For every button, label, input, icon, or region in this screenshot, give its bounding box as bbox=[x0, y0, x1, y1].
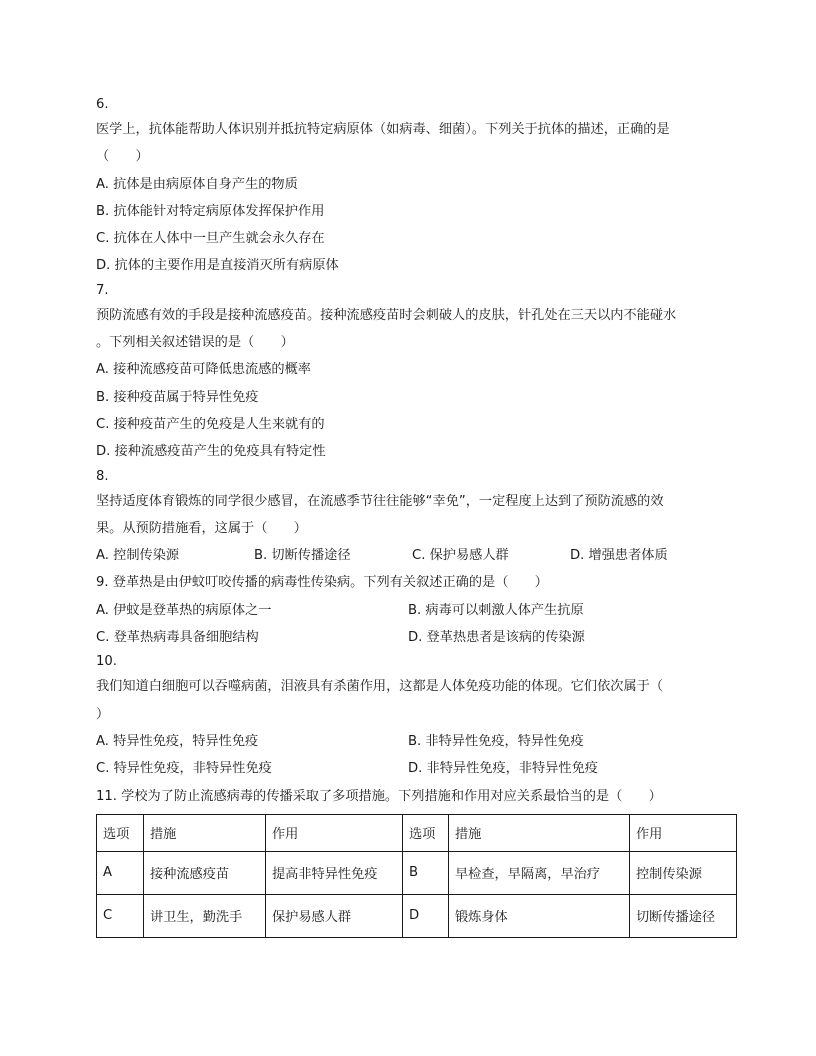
table-cell: D bbox=[403, 894, 449, 937]
question-stem: （ ） bbox=[96, 149, 149, 165]
option-b: B. 病毒可以刺激人体产生抗原 bbox=[408, 602, 584, 618]
option-a: A. 抗体是由病原体自身产生的物质 bbox=[96, 176, 298, 192]
table-cell: 保护易感人群 bbox=[266, 894, 403, 937]
question-number: 10. bbox=[96, 654, 117, 670]
options-row bbox=[96, 624, 738, 651]
table-header-row bbox=[97, 814, 737, 851]
option-b: B. 切断传播途径 bbox=[254, 548, 351, 564]
table-header-cell: 措施 bbox=[144, 814, 266, 851]
table-cell: 讲卫生，勤洗手 bbox=[144, 894, 266, 937]
table-row bbox=[97, 851, 737, 894]
table-cell: B bbox=[403, 851, 449, 894]
option-d: D. 非特异性免疫，非特异性免疫 bbox=[408, 761, 598, 777]
option-b: B. 非特异性免疫，特异性免疫 bbox=[408, 733, 584, 749]
table-header-cell: 作用 bbox=[266, 814, 403, 851]
question-stem: 9. 登革热是由伊蚊叮咬传播的病毒性传染病。下列有关叙述正确的是（ ） bbox=[96, 575, 548, 591]
question-6 bbox=[96, 94, 738, 280]
options-table bbox=[96, 814, 737, 938]
option-b: B. 接种疫苗属于特异性免疫 bbox=[96, 389, 259, 405]
option-c: C. 接种疫苗产生的免疫是人生来就有的 bbox=[96, 416, 325, 432]
table-cell: 控制传染源 bbox=[630, 851, 737, 894]
table-cell: A bbox=[97, 851, 144, 894]
option-c: C. 特异性免疫，非特异性免疫 bbox=[96, 761, 272, 777]
question-11 bbox=[96, 783, 738, 938]
option-d: D. 接种流感疫苗产生的免疫具有特定性 bbox=[96, 444, 326, 460]
option-b: B. 抗体能针对特定病原体发挥保护作用 bbox=[96, 203, 325, 219]
table-cell: C bbox=[97, 894, 144, 937]
options-row bbox=[96, 755, 738, 782]
question-stem: 我们知道白细胞可以吞噬病菌，泪液具有杀菌作用，这都是人体免疫功能的体现。它们依次属于（ bbox=[96, 679, 664, 695]
question-stem: 。下列相关叙述错误的是（ ） bbox=[96, 335, 294, 351]
table-header-cell: 措施 bbox=[449, 814, 630, 851]
option-a: A. 控制传染源 bbox=[96, 548, 180, 564]
option-d: D. 增强患者体质 bbox=[570, 548, 668, 564]
exam-page bbox=[96, 94, 738, 938]
options-row bbox=[96, 728, 738, 755]
table-cell: 早检查，早隔离，早治疗 bbox=[449, 851, 630, 894]
question-stem: 预防流感有效的手段是接种流感疫苗。接种流感疫苗时会刺破人的皮肤，针孔处在三天以内不能碰水 bbox=[96, 307, 677, 323]
option-d: D. 登革热患者是该病的传染源 bbox=[408, 630, 585, 646]
option-a: A. 接种流感疫苗可降低患流感的概率 bbox=[96, 362, 311, 378]
option-c: C. 保护易感人群 bbox=[412, 548, 509, 564]
option-c: C. 登革热病毒具备细胞结构 bbox=[96, 630, 259, 646]
question-9 bbox=[96, 569, 738, 651]
table-cell: 锻炼身体 bbox=[449, 894, 630, 937]
question-stem: 11. 学校为了防止流感病毒的传播采取了多项措施。下列措施和作用对应关系最恰当的是（ ） bbox=[96, 788, 662, 804]
table-cell: 接种流感疫苗 bbox=[144, 851, 266, 894]
option-c: C. 抗体在人体中一旦产生就会永久存在 bbox=[96, 231, 325, 247]
question-number: 8. bbox=[96, 468, 109, 484]
question-stem: ） bbox=[96, 706, 110, 722]
table-header-cell: 选项 bbox=[403, 814, 449, 851]
question-stem: 坚持适度体育锻炼的同学很少感冒，在流感季节往往能够“幸免”，一定程度上达到了预防流感的效 bbox=[96, 493, 664, 509]
question-stem: 果。从预防措施看，这属于（ ） bbox=[96, 520, 307, 536]
question-number: 7. bbox=[96, 282, 109, 298]
option-a: A. 特异性免疫，特异性免疫 bbox=[96, 733, 259, 749]
question-7 bbox=[96, 280, 738, 466]
option-d: D. 抗体的主要作用是直接消灭所有病原体 bbox=[96, 258, 339, 274]
options-row bbox=[96, 597, 738, 624]
question-8 bbox=[96, 466, 738, 570]
option-a: A. 伊蚊是登革热的病原体之一 bbox=[96, 602, 272, 618]
options-row bbox=[96, 542, 738, 569]
question-10 bbox=[96, 651, 738, 782]
table-row bbox=[97, 894, 737, 937]
table-header-cell: 作用 bbox=[630, 814, 737, 851]
table-header-cell: 选项 bbox=[97, 814, 144, 851]
table-cell: 提高非特异性免疫 bbox=[266, 851, 403, 894]
table-cell: 切断传播途径 bbox=[630, 894, 737, 937]
question-stem: 医学上，抗体能帮助人体识别并抵抗特定病原体（如病毒、细菌）。下列关于抗体的描述，正确的是 bbox=[96, 122, 670, 137]
question-number: 6. bbox=[96, 97, 109, 112]
